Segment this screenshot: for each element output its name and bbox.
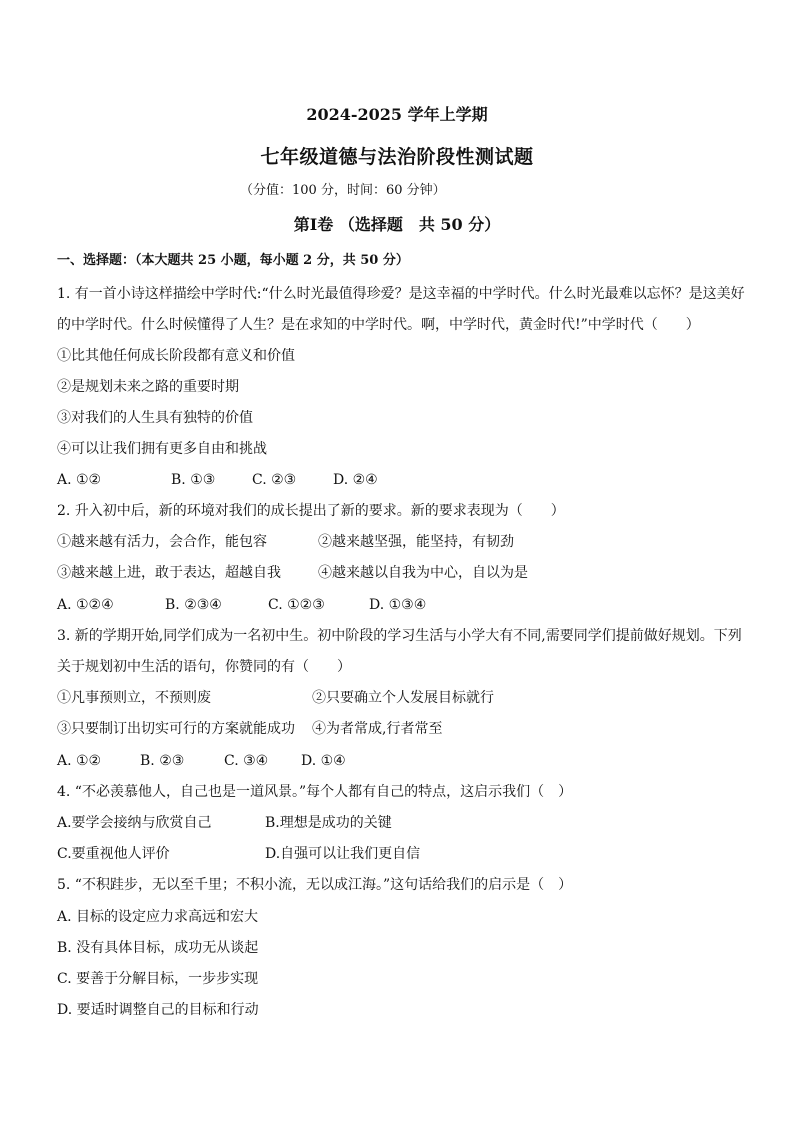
q1-option-c: C. ②③ [252, 472, 297, 488]
q5-stem: 5. “不积跬步，无以至千里；不积小流，无以成江海。”这句话给我们的启示是（ ） [57, 877, 573, 893]
q4-option-c: C.要重视他人评价 [57, 846, 170, 862]
q1-stem-line1: 1. 有一首小诗这样描绘中学时代:“什么时光最值得珍爱？是这幸福的中学时代。什么时光最难以忘怀？是这美好 [57, 286, 745, 302]
q4-option-b: B.理想是成功的关键 [265, 815, 392, 831]
section-heading: 一、选择题：（本大题共 25 小题，每小题 2 分，共 50 分） [57, 253, 409, 268]
score-time-info: （分值：100 分，时间：60 分钟） [240, 183, 446, 198]
q4-option-d: D.自强可以让我们更自信 [265, 846, 421, 862]
q2-stem: 2. 升入初中后，新的环境对我们的成长提出了新的要求。新的要求表现为（ ） [57, 503, 565, 519]
q3-stem-line2: 关于规划初中生活的语句，你赞同的有（ ） [57, 659, 351, 675]
q2-option-c: C. ①②③ [268, 597, 325, 613]
q1-item-2: ②是规划未来之路的重要时期 [57, 379, 239, 395]
exam-title: 七年级道德与法治阶段性测试题 [260, 146, 534, 168]
q2-option-d: D. ①③④ [369, 597, 427, 613]
q3-option-a: A. ①② [57, 753, 102, 769]
part-heading: 第Ⅰ卷 （选择题 共 50 分） [293, 215, 501, 234]
q1-item-1: ①比其他任何成长阶段都有意义和价值 [57, 348, 295, 364]
q4-stem: 4. “不必羡慕他人，自己也是一道风景。”每个人都有自己的特点，这启示我们（ ） [57, 784, 573, 800]
q3-option-d: D. ①④ [301, 753, 346, 769]
q5-option-a: A. 目标的设定应力求高远和宏大 [57, 909, 259, 925]
q2-option-b: B. ②③④ [165, 597, 222, 613]
q4-option-a: A.要学会接纳与欣赏自己 [57, 815, 212, 831]
q1-stem-line2: 的中学时代。什么时候懂得了人生？是在求知的中学时代。啊，中学时代，黄金时代!”中学时代（ ） [57, 317, 700, 333]
q2-item-2: ②越来越坚强，能坚持，有韧劲 [318, 534, 514, 550]
q3-item-1: ①凡事预则立，不预则废 [57, 690, 211, 706]
q3-option-c: C. ③④ [224, 753, 269, 769]
q2-item-4: ④越来越以自我为中心，自以为是 [318, 565, 528, 581]
q3-item-4: ④为者常成,行者常至 [312, 721, 443, 737]
q1-item-4: ④可以让我们拥有更多自由和挑战 [57, 441, 267, 457]
q3-item-3: ③只要制订出切实可行的方案就能成功 [57, 721, 295, 737]
q2-option-a: A. ①②④ [57, 597, 114, 613]
q5-option-c: C. 要善于分解目标，一步步实现 [57, 971, 259, 987]
q5-option-d: D. 要适时调整自己的目标和行动 [57, 1002, 259, 1018]
q3-option-b: B. ②③ [140, 753, 185, 769]
q3-stem-line1: 3. 新的学期开始,同学们成为一名初中生。初中阶段的学习生活与小学大有不同,需要同学们提前做好规划。下列 [57, 628, 742, 644]
q1-option-a: A. ①② [57, 472, 102, 488]
q2-item-1: ①越来越有活力，会合作，能包容 [57, 534, 267, 550]
q1-item-3: ③对我们的人生具有独特的价值 [57, 410, 253, 426]
school-year: 2024-2025 学年上学期 [306, 105, 488, 124]
q1-option-b: B. ①③ [171, 472, 216, 488]
q1-option-d: D. ②④ [333, 472, 378, 488]
q5-option-b: B. 没有具体目标，成功无从谈起 [57, 940, 259, 956]
q3-item-2: ②只要确立个人发展目标就行 [312, 690, 494, 706]
q2-item-3: ③越来越上进，敢于表达，超越自我 [57, 565, 281, 581]
